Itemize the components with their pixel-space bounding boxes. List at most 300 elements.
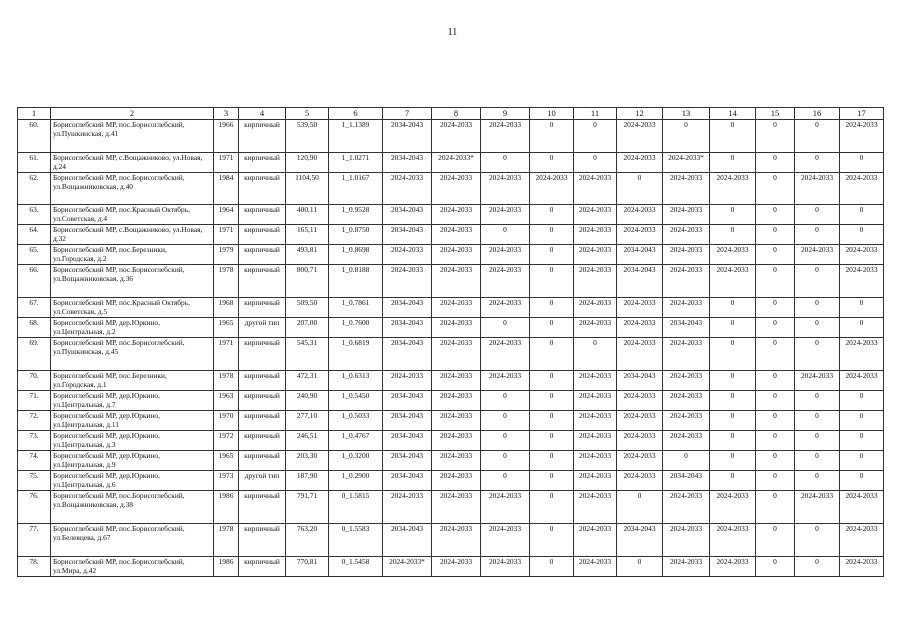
table-cell: 791,71 [286, 491, 329, 524]
row-number-cell: 60. [18, 120, 51, 153]
table-cell: 2024-2033 [432, 120, 481, 153]
table-cell: 2024-2033 [710, 265, 756, 298]
table-cell: 2024-2033 [432, 371, 481, 391]
column-header: 15 [756, 108, 795, 120]
table-cell: 120,90 [286, 153, 329, 173]
row-number-cell: 70. [18, 371, 51, 391]
column-header: 16 [795, 108, 840, 120]
table-cell: 2024-2033 [617, 318, 663, 338]
table-cell: 165,11 [286, 225, 329, 245]
column-header: 7 [383, 108, 432, 120]
table-cell: 0 [756, 451, 795, 471]
table-cell: 0 [663, 120, 710, 153]
table-cell: 0 [795, 524, 840, 557]
table-cell: 2024-2033 [481, 524, 530, 557]
table-cell: 2024-2033 [574, 265, 617, 298]
table-row [18, 524, 884, 557]
table-cell: 2024-2033 [530, 173, 574, 205]
table-cell: кирпичный [239, 298, 286, 318]
table-cell: 2024-2033 [432, 491, 481, 524]
column-header: 12 [617, 108, 663, 120]
table-cell: 2034-2043 [617, 265, 663, 298]
table-row [18, 557, 884, 577]
table-cell: 2024-2033 [840, 265, 884, 298]
address-cell: Борисоглебский МР, пос.Борисоглебский, ул.Вощажниковская, д.36 [51, 265, 214, 298]
table-row [18, 411, 884, 431]
table-cell: 2034-2043 [383, 431, 432, 451]
table-cell: 0 [840, 298, 884, 318]
table-cell: 1986 [214, 491, 239, 524]
table-cell: 2024-2033 [663, 391, 710, 411]
table-cell: 2024-2033 [574, 471, 617, 491]
table-cell: 1_1.0167 [329, 173, 383, 205]
table-cell: 0 [795, 338, 840, 371]
table-cell: 0 [840, 411, 884, 431]
table-cell: 0 [710, 411, 756, 431]
table-cell: 1965 [214, 318, 239, 338]
table-cell: 1_0.6819 [329, 338, 383, 371]
row-number-cell: 63. [18, 205, 51, 225]
table-cell: 0 [795, 471, 840, 491]
table-cell: 2024-2033* [432, 153, 481, 173]
table-header [18, 108, 884, 120]
table-cell: 2024-2033 [432, 557, 481, 577]
table-cell: 2034-2043 [383, 318, 432, 338]
table-cell: кирпичный [239, 524, 286, 557]
table-cell: 1964 [214, 205, 239, 225]
table-cell: 0 [795, 557, 840, 577]
table-cell: 1963 [214, 391, 239, 411]
table-cell: 539,50 [286, 120, 329, 153]
table-cell: 0 [840, 205, 884, 225]
table-cell: 2024-2033 [840, 338, 884, 371]
address-cell: Борисоглебский МР, пос.Борисоглебский, ул.Пушкинская, д.45 [51, 338, 214, 371]
table-cell: 2024-2033 [481, 265, 530, 298]
table-cell: 0 [795, 391, 840, 411]
address-cell: Борисоглебский МР, пос.Березники, ул.Городская, д.1 [51, 371, 214, 391]
table-cell: 0 [530, 471, 574, 491]
table-cell: 0 [481, 318, 530, 338]
table-cell: 0 [795, 451, 840, 471]
table-row [18, 451, 884, 471]
table-cell: 2034-2043 [383, 524, 432, 557]
table-cell: 0 [756, 557, 795, 577]
table-row [18, 120, 884, 153]
table-cell: 2034-2043 [617, 371, 663, 391]
table-cell: кирпичный [239, 265, 286, 298]
table-cell: 2024-2033 [574, 411, 617, 431]
table-cell: 0_1.5583 [329, 524, 383, 557]
table-cell: 0 [530, 391, 574, 411]
table-cell: 2034-2043 [383, 391, 432, 411]
table-cell: 0 [530, 205, 574, 225]
table-cell: 2024-2033 [574, 318, 617, 338]
table-cell: 2024-2033 [574, 391, 617, 411]
table-cell: 0 [756, 245, 795, 265]
table-cell: другой тип [239, 471, 286, 491]
table-cell: 0 [756, 173, 795, 205]
table-cell: 1971 [214, 225, 239, 245]
table-cell: 2024-2033 [383, 245, 432, 265]
table-cell: 2034-2043 [617, 245, 663, 265]
table-cell: 2034-2043 [383, 205, 432, 225]
table-cell: 0 [756, 265, 795, 298]
table-cell: 0 [481, 225, 530, 245]
column-header: 2 [51, 108, 214, 120]
table-cell: 2024-2033 [432, 411, 481, 431]
table-cell: 0_1.5815 [329, 491, 383, 524]
table-cell: 0 [481, 391, 530, 411]
table-cell: 2024-2033 [574, 205, 617, 225]
table-cell: 2024-2033 [574, 245, 617, 265]
table-cell: 2024-2033 [432, 431, 481, 451]
column-header: 3 [214, 108, 239, 120]
column-header: 14 [710, 108, 756, 120]
address-cell: Борисоглебский МР, пос.Борисоглебский, ул.Вощажниковская, д.40 [51, 173, 214, 205]
table-cell: 2034-2043 [663, 471, 710, 491]
table-cell: 2024-2033 [383, 371, 432, 391]
table-cell: 0 [840, 225, 884, 245]
table-cell: 2024-2033 [574, 524, 617, 557]
table-cell: 1984 [214, 173, 239, 205]
table-cell: 0 [756, 338, 795, 371]
row-number-cell: 69. [18, 338, 51, 371]
table-cell: 2034-2043 [383, 411, 432, 431]
table-cell: 2024-2033 [840, 173, 884, 205]
row-number-cell: 67. [18, 298, 51, 318]
table-cell: 2024-2033 [617, 153, 663, 173]
table-cell: 2024-2033 [574, 173, 617, 205]
table-cell: 0 [710, 391, 756, 411]
table-cell: 0 [795, 225, 840, 245]
column-header: 9 [481, 108, 530, 120]
table-cell: 2024-2033 [574, 491, 617, 524]
column-header: 13 [663, 108, 710, 120]
column-header: 5 [286, 108, 329, 120]
table-cell: 0 [617, 557, 663, 577]
table-cell: 0 [574, 120, 617, 153]
table-cell: 0 [795, 318, 840, 338]
address-cell: Борисоглебский МР, дер.Юркино, ул.Центральная, д.9 [51, 451, 214, 471]
table-cell: 0 [756, 391, 795, 411]
table-cell: 2024-2033 [663, 431, 710, 451]
table-cell: 0 [530, 491, 574, 524]
table-cell: 0 [756, 120, 795, 153]
table-cell: 2024-2033 [481, 557, 530, 577]
table-cell: 1972 [214, 431, 239, 451]
table-cell: 0 [710, 338, 756, 371]
table-cell: 2024-2033 [795, 371, 840, 391]
table-cell: 187,90 [286, 471, 329, 491]
table-cell: 2024-2033 [663, 298, 710, 318]
table-cell: 2024-2033 [432, 338, 481, 371]
table-cell: кирпичный [239, 225, 286, 245]
table-cell: 0 [481, 153, 530, 173]
address-cell: Борисоглебский МР, дер.Юркино, ул.Центральная, д.11 [51, 411, 214, 431]
row-number-cell: 74. [18, 451, 51, 471]
table-cell: 2024-2033 [574, 451, 617, 471]
table-cell: 0 [530, 153, 574, 173]
table-cell: 1_0.6313 [329, 371, 383, 391]
table-row [18, 265, 884, 298]
table-cell: 1968 [214, 298, 239, 318]
table-cell: 2024-2033 [481, 338, 530, 371]
table-cell: 0 [710, 471, 756, 491]
row-number-cell: 66. [18, 265, 51, 298]
table-cell: 2024-2033 [840, 371, 884, 391]
address-cell: Борисоглебский МР, дер.Юркино, ул.Центральная, д.3 [51, 431, 214, 451]
table-cell: 2024-2033 [663, 205, 710, 225]
table-cell: 800,71 [286, 265, 329, 298]
table-cell: 2024-2033* [383, 557, 432, 577]
table-cell: 2024-2033 [710, 524, 756, 557]
table-cell: 0 [840, 451, 884, 471]
table-cell: 1979 [214, 245, 239, 265]
table-cell: 2024-2033 [617, 338, 663, 371]
table-cell: 0 [840, 153, 884, 173]
table-cell: 0 [795, 205, 840, 225]
table-cell: 1_0.7600 [329, 318, 383, 338]
table-cell: 0 [530, 371, 574, 391]
table-row [18, 205, 884, 225]
table-cell: 1978 [214, 524, 239, 557]
table-cell: кирпичный [239, 391, 286, 411]
table-cell: 0 [481, 411, 530, 431]
table-cell: 0 [617, 491, 663, 524]
table-cell: 0 [795, 298, 840, 318]
table-cell: кирпичный [239, 451, 286, 471]
table-cell: 203,30 [286, 451, 329, 471]
table-cell: 2024-2033 [432, 471, 481, 491]
table-cell: 1973 [214, 471, 239, 491]
table-cell: 2024-2033 [617, 120, 663, 153]
table-cell: 2034-2043 [383, 225, 432, 245]
table-cell: 1978 [214, 371, 239, 391]
table-cell: 1_1.0271 [329, 153, 383, 173]
table-cell: 2024-2033 [663, 265, 710, 298]
table-cell: 493,81 [286, 245, 329, 265]
table-cell: 1_1.1389 [329, 120, 383, 153]
table-cell: 277,10 [286, 411, 329, 431]
table-cell: кирпичный [239, 173, 286, 205]
table-cell: 2024-2033 [663, 411, 710, 431]
table-cell: 0 [710, 153, 756, 173]
table-cell: 0_1.5458 [329, 557, 383, 577]
table-cell: 2024-2033 [840, 120, 884, 153]
table-cell: кирпичный [239, 153, 286, 173]
table-cell: 0 [530, 557, 574, 577]
table-cell: 0 [840, 318, 884, 338]
table-cell: 0 [840, 391, 884, 411]
table-cell: 2024-2033 [481, 491, 530, 524]
table-cell: 2024-2033 [617, 225, 663, 245]
address-cell: Борисоглебский МР, с.Вощажниково, ул.Новая, д.32 [51, 225, 214, 245]
table-body [18, 120, 884, 577]
table-cell: 1_0.5033 [329, 411, 383, 431]
table-row [18, 245, 884, 265]
table-cell: 0 [530, 318, 574, 338]
address-cell: Борисоглебский МР, с.Вощажниково, ул.Новая, д.24 [51, 153, 214, 173]
table-cell: 2024-2033 [663, 338, 710, 371]
row-number-cell: 62. [18, 173, 51, 205]
table-cell: кирпичный [239, 338, 286, 371]
table-cell: 2024-2033 [663, 225, 710, 245]
table-cell: 2024-2033 [432, 245, 481, 265]
row-number-cell: 77. [18, 524, 51, 557]
table-row [18, 173, 884, 205]
column-header: 17 [840, 108, 884, 120]
table-cell: 0 [530, 338, 574, 371]
table-cell: 1986 [214, 557, 239, 577]
table-cell: 2024-2033 [617, 298, 663, 318]
table-cell: 2024-2033 [795, 173, 840, 205]
table-cell: 0 [710, 120, 756, 153]
table-cell: 0 [481, 451, 530, 471]
table-cell: 0 [530, 245, 574, 265]
row-number-cell: 65. [18, 245, 51, 265]
row-number-cell: 76. [18, 491, 51, 524]
table-cell: 545,31 [286, 338, 329, 371]
table-cell: 0 [574, 153, 617, 173]
table-cell: 2024-2033 [432, 265, 481, 298]
table-cell: 0 [663, 451, 710, 471]
table-cell: 1_0.8750 [329, 225, 383, 245]
table-cell: 0 [710, 318, 756, 338]
table-cell: 2024-2033 [663, 524, 710, 557]
table-cell: 2024-2033 [617, 205, 663, 225]
table-cell: 2034-2043 [383, 298, 432, 318]
table-cell: 0 [795, 120, 840, 153]
table-row [18, 371, 884, 391]
table-row [18, 491, 884, 524]
row-number-cell: 61. [18, 153, 51, 173]
table-cell: 0 [530, 120, 574, 153]
table-cell: 770,81 [286, 557, 329, 577]
table-cell: 0 [710, 431, 756, 451]
table-cell: кирпичный [239, 411, 286, 431]
table-cell: 1_0.2900 [329, 471, 383, 491]
table-cell: 1978 [214, 265, 239, 298]
table-cell: 1_0.3200 [329, 451, 383, 471]
address-cell: Борисоглебский МР, пос.Борисоглебский, ул.Пушкинская, д.41 [51, 120, 214, 153]
table-cell: 2024-2033 [432, 318, 481, 338]
table-cell: 0 [710, 205, 756, 225]
table-cell: 2024-2033* [663, 153, 710, 173]
table-cell: 1_0.5450 [329, 391, 383, 411]
page-number: 11 [447, 27, 458, 38]
table-cell: 2024-2033 [481, 205, 530, 225]
table-cell: 0 [756, 205, 795, 225]
table-cell: 1_0.7861 [329, 298, 383, 318]
table-cell: 0 [795, 411, 840, 431]
table-cell: 2034-2043 [383, 120, 432, 153]
table-cell: 0 [710, 371, 756, 391]
table-cell: 2024-2033 [383, 173, 432, 205]
table-cell: 0 [530, 411, 574, 431]
table-cell: кирпичный [239, 491, 286, 524]
table-cell: 2024-2033 [432, 524, 481, 557]
table-row [18, 225, 884, 245]
table-cell: 240,90 [286, 391, 329, 411]
table-cell: кирпичный [239, 205, 286, 225]
table-cell: 1971 [214, 153, 239, 173]
table-cell: 2024-2033 [840, 524, 884, 557]
table-cell: 0 [795, 431, 840, 451]
table-row [18, 471, 884, 491]
table-cell: 2024-2033 [795, 245, 840, 265]
row-number-cell: 73. [18, 431, 51, 451]
column-header: 8 [432, 108, 481, 120]
table-cell: 2024-2033 [663, 491, 710, 524]
table-cell: кирпичный [239, 245, 286, 265]
table-cell: 1_0.4767 [329, 431, 383, 451]
table-cell: 509,50 [286, 298, 329, 318]
row-number-cell: 78. [18, 557, 51, 577]
row-number-cell: 64. [18, 225, 51, 245]
row-number-cell: 75. [18, 471, 51, 491]
table-row [18, 391, 884, 411]
table-cell: 2024-2033 [663, 557, 710, 577]
table-cell: 0 [795, 153, 840, 173]
address-cell: Борисоглебский МР, пос.Борисоглебский, ул.Мира, д.42 [51, 557, 214, 577]
table-cell: 1_0.8188 [329, 265, 383, 298]
table-cell: 2024-2033 [383, 265, 432, 298]
table-cell: 2024-2033 [795, 491, 840, 524]
address-cell: Борисоглебский МР, дер.Юркино, ул.Центральная, д.7 [51, 391, 214, 411]
table-cell: 472,31 [286, 371, 329, 391]
table-cell: 2034-2043 [383, 451, 432, 471]
table-cell: 2024-2033 [617, 451, 663, 471]
row-number-cell: 68. [18, 318, 51, 338]
table-cell: 0 [795, 265, 840, 298]
table-cell: 2024-2033 [663, 371, 710, 391]
table-cell: 2024-2033 [840, 557, 884, 577]
table-cell: 0 [710, 225, 756, 245]
table-cell: 2024-2033 [432, 298, 481, 318]
table-cell: 1_0.9528 [329, 205, 383, 225]
table-cell: кирпичный [239, 120, 286, 153]
table-cell: 2034-2043 [383, 338, 432, 371]
housing-repair-table [17, 107, 884, 577]
table-cell: 0 [756, 491, 795, 524]
table-cell: другой тип [239, 318, 286, 338]
table-row [18, 153, 884, 173]
table-row [18, 298, 884, 318]
table-cell: 0 [530, 524, 574, 557]
table-cell: 0 [481, 471, 530, 491]
table-cell: 2024-2033 [663, 173, 710, 205]
table-cell: 2024-2033 [432, 391, 481, 411]
table-cell: 1104,50 [286, 173, 329, 205]
table-cell: 0 [710, 451, 756, 471]
table-cell: 2024-2033 [432, 173, 481, 205]
table-cell: 1965 [214, 451, 239, 471]
address-cell: Борисоглебский МР, дер.Юркино, ул.Центральная, д.2 [51, 318, 214, 338]
table-cell: 2024-2033 [481, 120, 530, 153]
address-cell: Борисоглебский МР, пос.Борисоглебский, ул.Белевцева, д.67 [51, 524, 214, 557]
table-cell: 1_0.8698 [329, 245, 383, 265]
table-cell: 2024-2033 [432, 225, 481, 245]
table-cell: 2034-2043 [383, 153, 432, 173]
table-cell: 0 [710, 298, 756, 318]
table-cell: 2024-2033 [574, 557, 617, 577]
table-cell: 2024-2033 [840, 245, 884, 265]
table-cell: кирпичный [239, 557, 286, 577]
table-cell: 2024-2033 [432, 451, 481, 471]
table-cell: 2034-2043 [663, 318, 710, 338]
table-cell: 0 [530, 298, 574, 318]
address-cell: Борисоглебский МР, дер.Юркино, ул.Центральная, д.6 [51, 471, 214, 491]
